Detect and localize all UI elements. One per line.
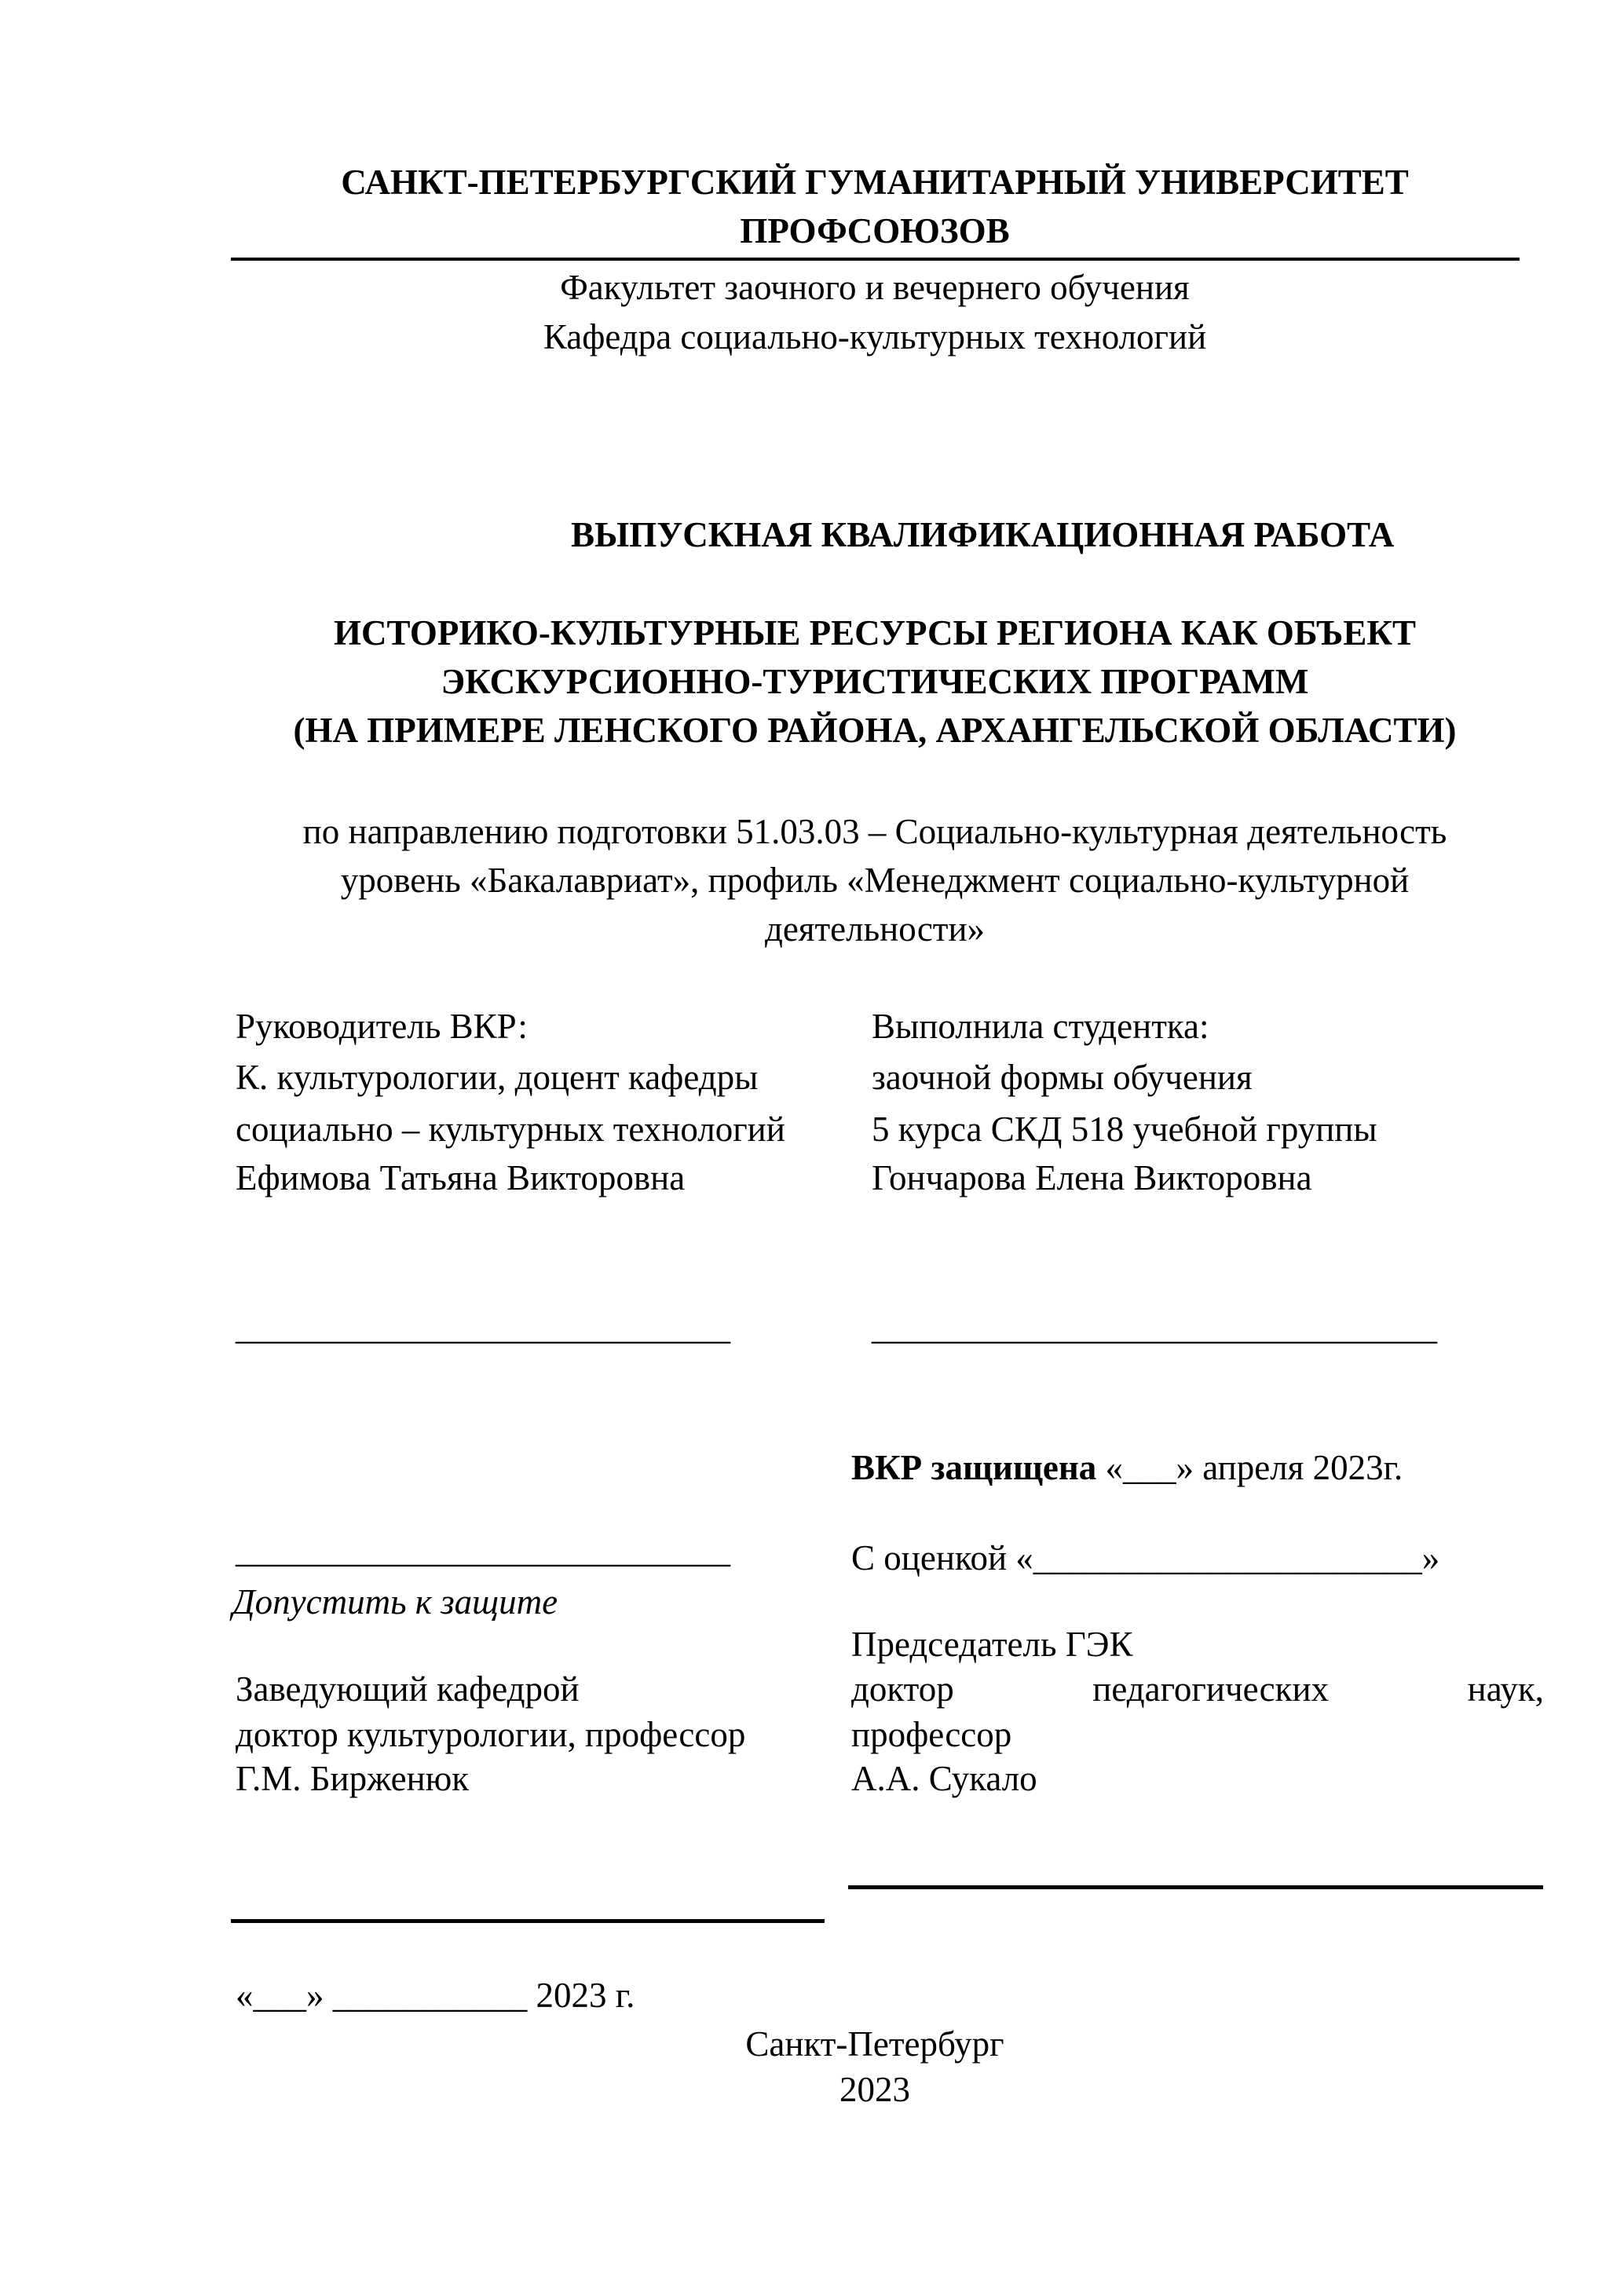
defense-date	[851, 1450, 1403, 1486]
defense-date-text: «___» апреля 2023г.	[1096, 1448, 1403, 1487]
year: 2023	[839, 2070, 910, 2109]
head-name: Г.М. Бирженюк	[236, 1759, 470, 1798]
admit-signature-line: ____________________________	[236, 1530, 730, 1570]
topic-line: ИСТОРИКО-КУЛЬТУРНЫЕ РЕСУРСЫ РЕГИОНА КАК ОБЪЕКТ	[333, 613, 1417, 653]
supervisor-name: Ефимова Татьяна Викторовна	[236, 1158, 686, 1197]
topic-line: ЭКСКУРСИОННО-ТУРИСТИЧЕСКИХ ПРОГРАММ	[441, 662, 1309, 701]
header-rule	[231, 258, 1520, 261]
department: Кафедра социально-культурных технологий	[543, 317, 1207, 356]
student-form: заочной формы обучения	[872, 1058, 1253, 1097]
word: педагогических	[1092, 1669, 1330, 1709]
word: доктор	[851, 1669, 954, 1709]
university-name-line2: ПРОФСОЮЗОВ	[740, 211, 1010, 250]
topic-line: (НА ПРИМЕРЕ ЛЕНСКОГО РАЙОНА, АРХАНГЕЛЬСКОЙ ОБЛАСТИ)	[293, 711, 1457, 750]
student-label: Выполнила студентка:	[872, 1007, 1209, 1046]
supervisor-degree: К. культурологии, доцент кафедры	[236, 1058, 759, 1097]
chair-degree	[851, 1669, 1544, 1709]
faculty: Факультет заочного и вечернего обучения	[560, 268, 1190, 307]
supervisor-label: Руководитель ВКР:	[236, 1007, 528, 1046]
head-degree: доктор культурологии, профессор	[236, 1715, 746, 1754]
chair-name: А.А. Сукало	[851, 1759, 1037, 1798]
head-signature-rule	[231, 1919, 825, 1923]
chair-rank: профессор	[851, 1715, 1012, 1754]
head-title: Заведующий кафедрой	[236, 1669, 580, 1709]
chair-title: Председатель ГЭК	[851, 1625, 1133, 1664]
chair-signature-rule	[848, 1885, 1543, 1889]
student-group: 5 курса СКД 518 учебной группы	[872, 1110, 1377, 1149]
admit-to-defense: Допустить к защите	[232, 1582, 558, 1621]
supervisor-department: социально – культурных технологий	[236, 1110, 785, 1149]
grade: С оценкой «______________________»	[851, 1538, 1440, 1578]
direction-line: деятельности»	[764, 909, 986, 949]
direction-line: по направлению подготовки 51.03.03 – Социально-культурная деятельность	[302, 812, 1447, 851]
word: наук,	[1467, 1669, 1544, 1709]
date-line: «___» ___________ 2023 г.	[236, 1976, 635, 2015]
work-type: ВЫПУСКНАЯ КВАЛИФИКАЦИОННАЯ РАБОТА	[571, 515, 1395, 554]
student-name: Гончарова Елена Викторовна	[872, 1158, 1312, 1197]
university-name-line1: САНКТ-ПЕТЕРБУРГСКИЙ ГУМАНИТАРНЫЙ УНИВЕРСИТЕТ	[341, 163, 1409, 202]
student-signature-line: ________________________________	[872, 1307, 1437, 1347]
defense-label: ВКР защищена	[851, 1448, 1097, 1487]
supervisor-signature-line: ____________________________	[236, 1307, 730, 1347]
city: Санкт-Петербург	[745, 2024, 1004, 2064]
direction-line: уровень «Бакалавриат», профиль «Менеджмент социально-культурной	[340, 861, 1410, 900]
